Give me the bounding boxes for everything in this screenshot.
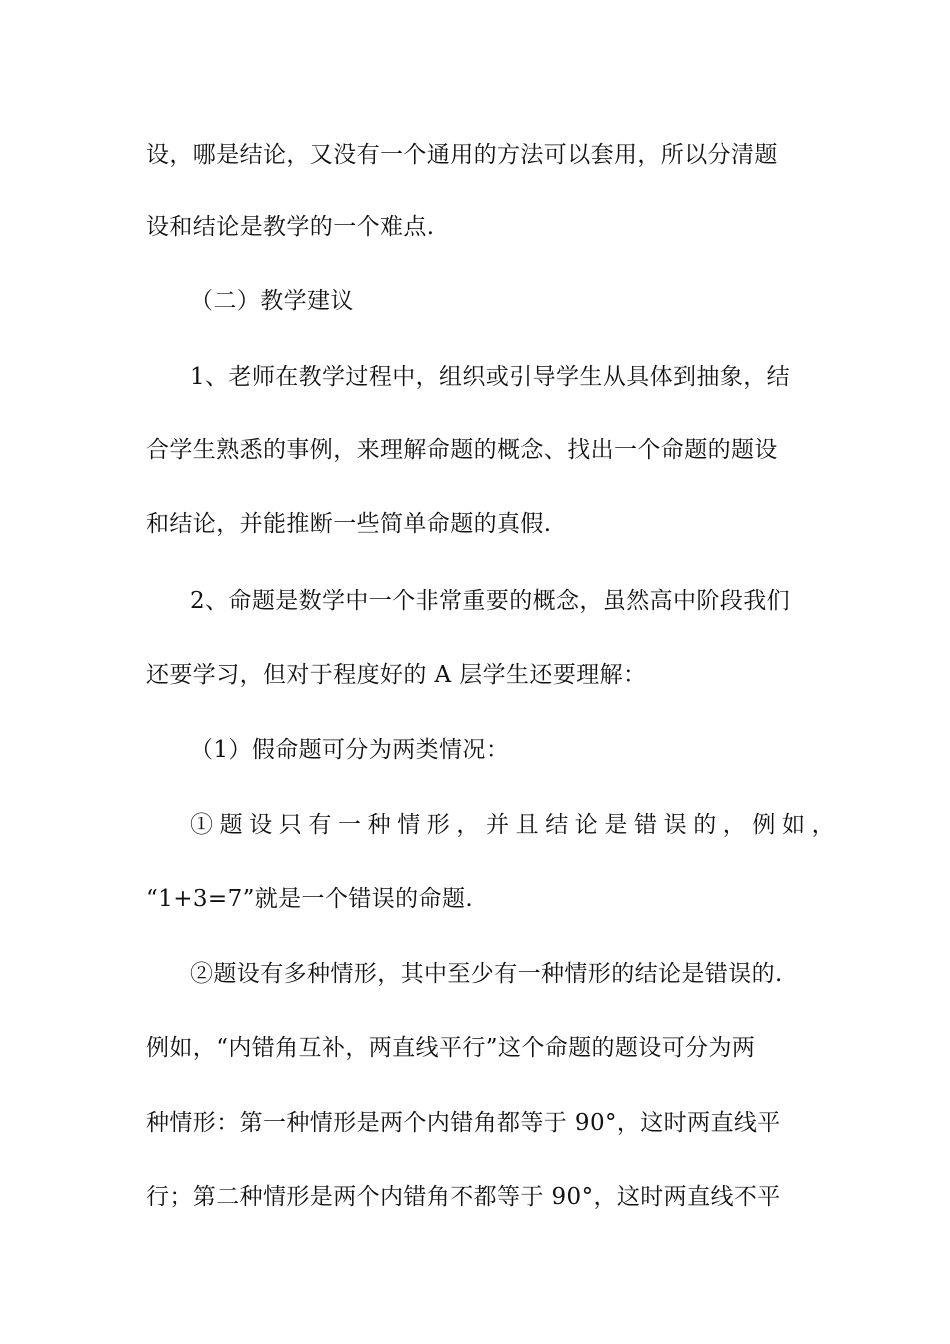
text-line: 合学生熟悉的事例，来理解命题的概念、找出一个命题的题设 xyxy=(146,437,778,463)
text-line: 还要学习，但对于程度好的 A 层学生还要理解： xyxy=(146,662,647,688)
text-line: 2、命题是数学中一个非常重要的概念，虽然高中阶段我们 xyxy=(190,588,791,614)
text-line: ①题设只有一种情形，并且结论是错误的，例如， xyxy=(190,812,842,838)
text-line: “1+3=7”就是一个错误的命题. xyxy=(146,886,474,912)
text-line: （1）假命题可分为两类情况： xyxy=(190,737,510,763)
text-line: 设，哪是结论，又没有一个通用的方法可以套用，所以分清题 xyxy=(146,142,778,168)
text-line: 和结论，并能推断一些简单命题的真假. xyxy=(146,511,552,537)
text-line: 行；第二种情形是两个内错角不都等于 90°，这时两直线不平 xyxy=(146,1184,781,1210)
text-line: 1、老师在教学过程中，组织或引导学生从具体到抽象，结 xyxy=(190,364,791,390)
section-heading: （二）教学建议 xyxy=(190,288,354,314)
text-line: ②题设有多种情形，其中至少有一种情形的结论是错误的. xyxy=(190,961,783,987)
text-line: 设和结论是教学的一个难点. xyxy=(146,214,435,240)
text-line: 例如，“内错角互补，两直线平行”这个命题的题设可分为两 xyxy=(146,1035,756,1061)
text-line: 种情形：第一种情形是两个内错角都等于 90°，这时两直线平 xyxy=(146,1110,781,1136)
